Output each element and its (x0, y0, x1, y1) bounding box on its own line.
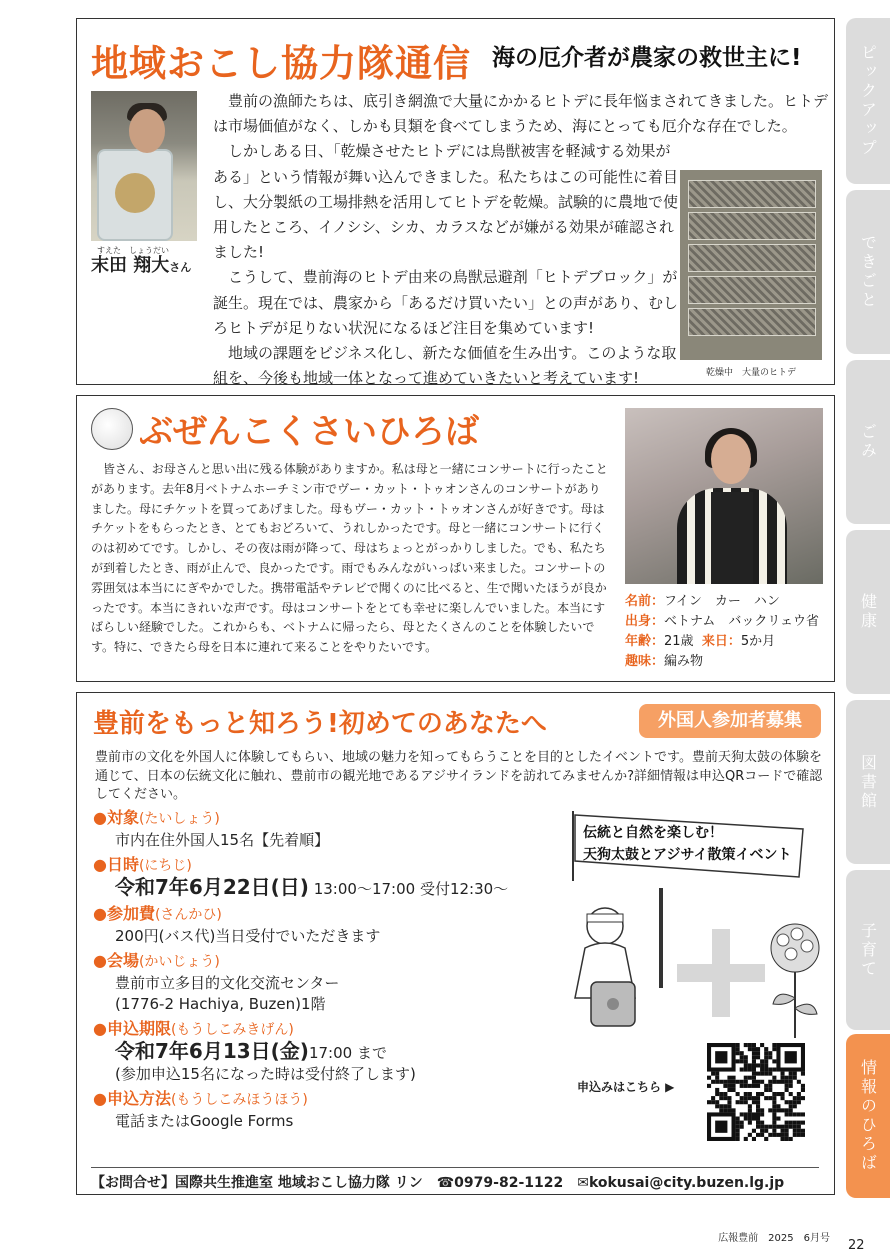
chiiki-okoshi-section (76, 18, 835, 388)
tab-gomi[interactable]: ごみ (846, 360, 890, 524)
paragraph: 地域の課題をビジネス化し、新たな価値を生み出す。このような取組を、今後も地域一体となって進めていきたいと考えています! (213, 344, 677, 388)
section3-title: 豊前をもっと知ろう!初めてのあなたへ (93, 709, 547, 739)
recruit-badge: 外国人参加者募集 (639, 704, 821, 738)
issue-footer: 広報豊前 2025 6月号 (718, 1233, 830, 1244)
detail-datetime: ●日時(にちじ) 令和7年6月22日(日) 13:00～17:00 受付12:30～ (93, 855, 509, 899)
section2-title: ぶぜんこくさいひろば (139, 412, 479, 452)
tab-info[interactable]: 情報のひろば (846, 1034, 890, 1198)
taiko-hydrangea-illustration (555, 888, 825, 1043)
person-name-ruby: すえた しょうだい (97, 246, 169, 255)
drying-starfish-photo (680, 170, 822, 360)
person-name: 末田 翔大さん (91, 255, 192, 276)
contact-info: 【お問合せ】国際共生推進室 地域おこし協力隊 リン ☎0979-82-1122 ✉kokusai@city.buzen.lg.jp (91, 1167, 819, 1192)
paragraph: 豊前の漁師たちは、底引き網漁で大量にかかるヒトデに長年悩まされてきました。ヒトデは市場価値がなく、しかも貝類を食べてしまうため、海にとっても厄介な存在でした。 (213, 92, 829, 136)
paragraph: しかしある日、「乾燥させたヒトデには鳥獣被害を軽減する効果がある」という情報が舞い込んできました。私たちはこの可能性に着目し、大分製紙の工場排熱を活用してヒトデを乾燥。試験的に農地で使用したところ、イノシシ、シカ、カラスなどが嫌がる効果が確認されました! (213, 142, 679, 262)
photo-caption: 乾燥中 大量のヒトデ (705, 368, 796, 378)
contributor-photo (625, 408, 823, 584)
section1-subtitle: 海の厄介者が農家の救世主に! (492, 45, 802, 71)
event-banner (567, 811, 811, 881)
tab-library[interactable]: 図書館 (846, 700, 890, 864)
person-photo (91, 91, 197, 241)
tab-kenkou[interactable]: 健康 (846, 530, 890, 694)
paragraph: こうして、豊前海のヒトデ由来の鳥獣忌避剤「ヒトデブロック」が誕生。現在では、農家から「あるだけ買いたい」との声があり、むしろヒトデが足りない状況になるほど注目を集めています! (213, 268, 679, 337)
detail-method: ●申込方法(もうしこみほうほう) 電話またはGoogle Forms (93, 1089, 308, 1130)
qr-code-icon[interactable] (707, 1043, 805, 1141)
detail-deadline: ●申込期限(もうしこみきげん) 令和7年6月13日(金)17:00 まで (参加申込15名になった時は受付終了します) (93, 1019, 416, 1083)
section1-title: 地域おこし協力隊通信 (91, 42, 471, 85)
tab-dekigoto[interactable]: できごと (846, 190, 890, 354)
tab-kosodate[interactable]: 子育て (846, 870, 890, 1030)
detail-fee: ●参加費(さんかひ) 200円(バス代)当日受付でいただきます (93, 904, 381, 945)
section2-article: 皆さん、お母さんと思い出に残る体験がありますか。私は母と一緒にコンサートに行ったことがあります。去年8月ベトナムホーチミン市でヴー・カット・トゥオンさんのコンサートがありました。母にチケットを買ってあげました。母もヴー・カット・トゥオンさんが好きです。母はチケットをもらったとき、とてもおどろいて、うれしかったです。母と一緒にコンサートに行くのは初めてです。しかし、その夜は雨が降って、母はちょっとがっかりしました。でも、私たちが到着したとき、雨が止んで、良かったです。雨でもみんながいっぱい来ました。コンサートの雰囲気は本当ににぎやかでした。携帯電話やテレビで聞くのに比べると、生で聞いたほうが良かったです。本当にきれいな声です。母はコンサートをとても幸せに楽しんでいました。本当にすばらしい経験でした。これからも、ベトナムに帰ったら、母とたくさんのことを体験したいです。特に、できたら母を日本に連れて来ることをやりたいです。 (91, 462, 608, 655)
globe-icon (91, 408, 133, 450)
detail-target: ●対象(たいしょう) 市内在住外国人15名【先着順】 (93, 808, 330, 849)
tab-pickup[interactable]: ピックアップ (846, 18, 890, 184)
apply-label: 申込みはこちら ▶ (577, 1080, 675, 1094)
banner-line1: 伝統と自然を楽しむ！ (583, 824, 723, 840)
page-number: 22 (848, 1238, 865, 1253)
detail-venue: ●会場(かいじょう) 豊前市立多目的文化交流センター (1776-2 Hachiya, Buzen)1階 (93, 951, 340, 1013)
event-section (76, 692, 835, 1195)
event-intro: 豊前市の文化を外国人に体験してもらい、地域の魅力を知ってもらうことを目的としたイベントです。豊前天狗太鼓の体験を通じて、日本の伝統文化に触れ、豊前市の観光地であるアジサイランドを訪れてみませんか?詳細情報は申込QRコードで確認してください。 (95, 750, 823, 802)
banner-line2: 天狗太鼓とアジサイ散策イベント (583, 846, 792, 862)
event-details (93, 807, 553, 1135)
contributor-profile: 名前：フイン カー ハン 出身：ベトナム バックリェウ省 年齢：21歳 来日：5か月 趣味：編み物 (625, 594, 819, 669)
kokusai-hiroba-section (76, 395, 835, 682)
